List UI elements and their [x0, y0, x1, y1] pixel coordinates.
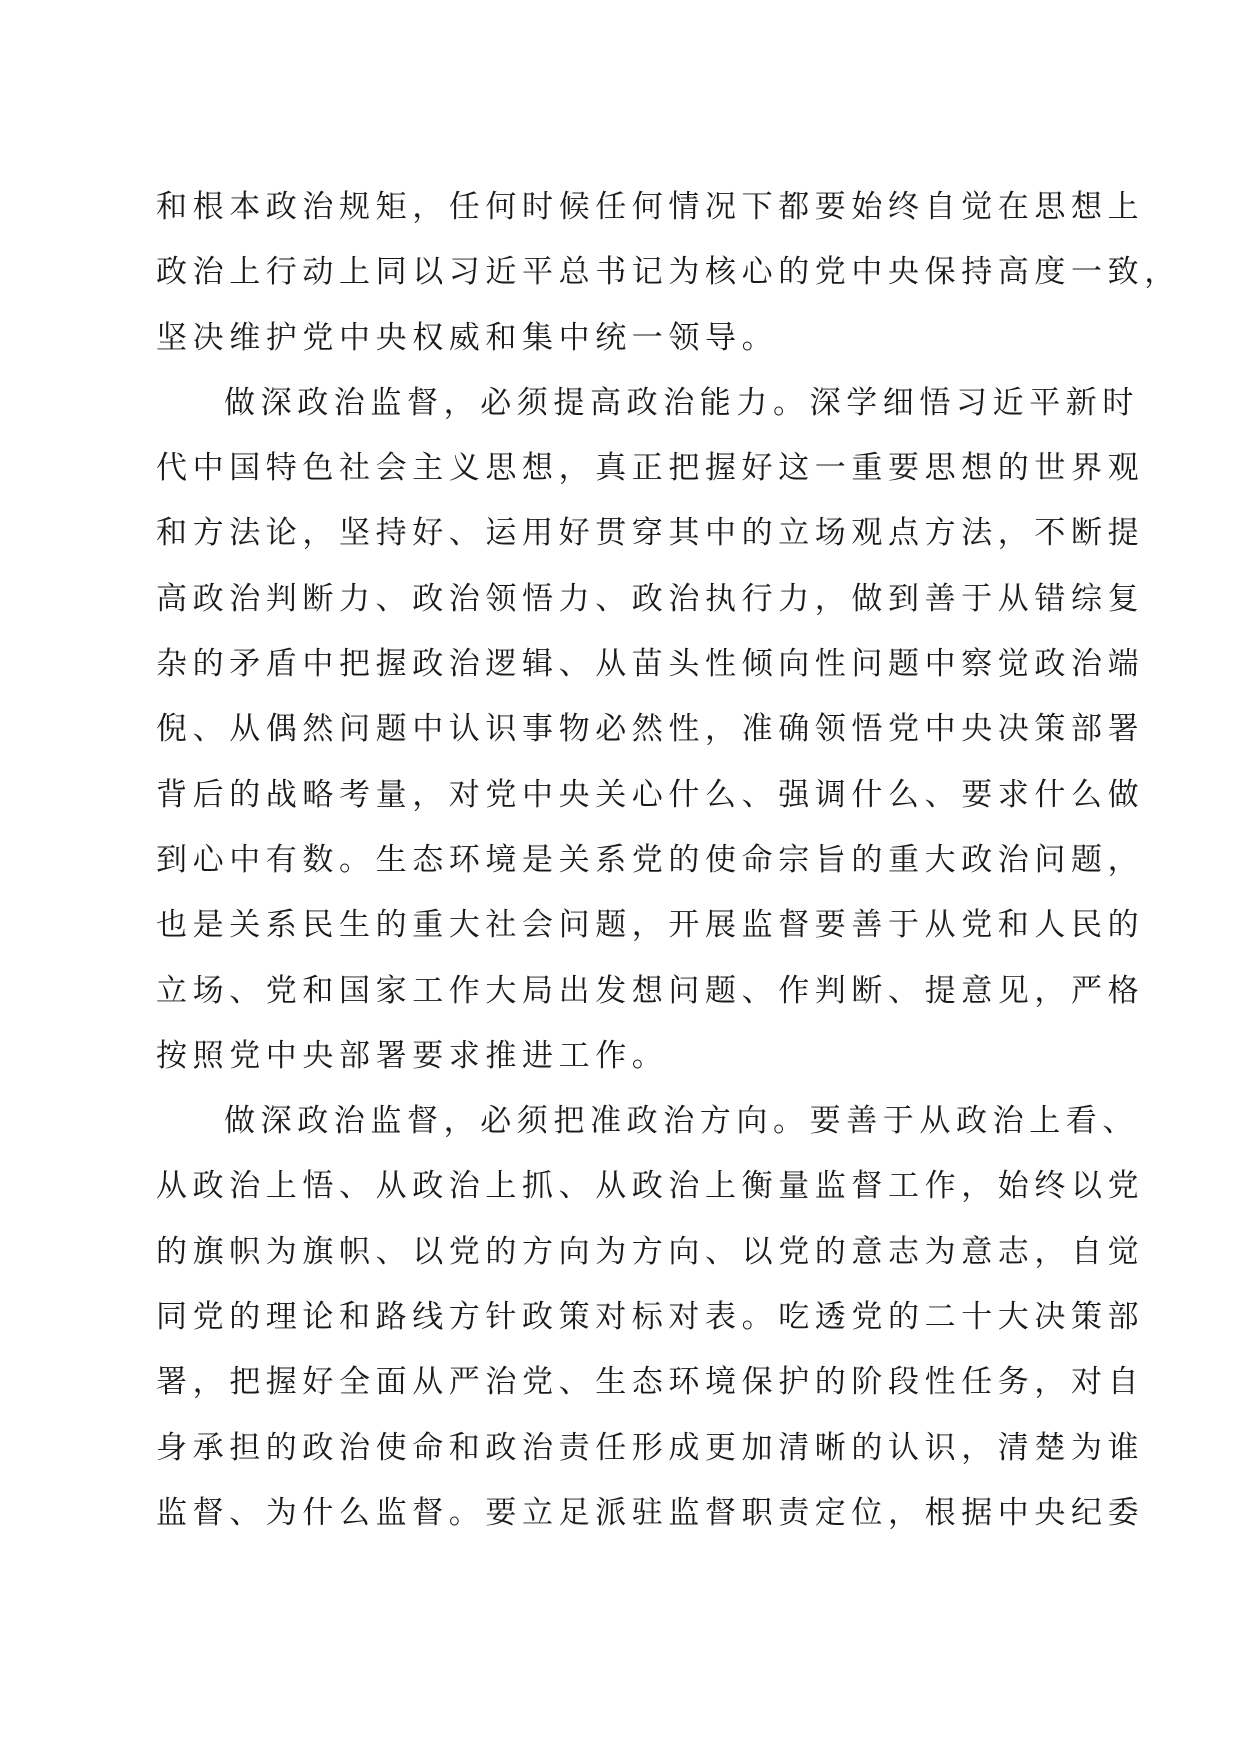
text-line: 立场、党和国家工作大局出发想问题、作判断、提意见，严格 [156, 972, 1145, 1009]
text-line: 和根本政治规矩，任何时候任何情况下都要始终自觉在思想上 [156, 189, 1145, 225]
text-line: 署，把握好全面从严治党、生态环境保护的阶段性任务，对自 [156, 1364, 1145, 1401]
text-line: 监督、为什么监督。要立足派驻监督职责定位，根据中央纪委 [156, 1494, 1145, 1531]
text-line: 背后的战略考量，对党中央关心什么、强调什么、要求什么做 [156, 776, 1145, 813]
text-line: 代中国特色社会主义思想，真正把握好这一重要思想的世界观 [156, 450, 1145, 487]
text-line: 的旗帜为旗帜、以党的方向为方向、以党的意志为意志，自觉 [156, 1233, 1145, 1270]
text-line: 也是关系民生的重大社会问题，开展监督要善于从党和人民的 [156, 907, 1145, 944]
document-body [156, 182, 1181, 1553]
text-line: 和方法论，坚持好、运用好贯穿其中的立场观点方法，不断提 [156, 515, 1145, 552]
text-line: 坚决维护党中央权威和集中统一领导。 [156, 319, 779, 356]
paragraph-3 [156, 1096, 1145, 1553]
text-line: 做深政治监督，必须提高政治能力。深学细悟习近平新时 [224, 384, 1139, 421]
text-line: 政治上行动上同以习近平总书记为核心的党中央保持高度一致， [156, 254, 1181, 291]
text-line: 同党的理论和路线方针政策对标对表。吃透党的二十大决策部 [156, 1299, 1145, 1336]
paragraph-2 [156, 378, 1145, 1096]
paragraph-1 [156, 182, 1181, 378]
text-line: 做深政治监督，必须把准政治方向。要善于从政治上看、 [224, 1103, 1139, 1140]
text-line: 到心中有数。生态环境是关系党的使命宗旨的重大政治问题， [156, 841, 1145, 878]
text-line: 杂的矛盾中把握政治逻辑、从苗头性倾向性问题中察觉政治端 [156, 646, 1145, 683]
text-line: 倪、从偶然问题中认识事物必然性，准确领悟党中央决策部署 [156, 711, 1145, 748]
text-line: 高政治判断力、政治领悟力、政治执行力，做到善于从错综复 [156, 580, 1145, 617]
text-line: 身承担的政治使命和政治责任形成更加清晰的认识，清楚为谁 [156, 1429, 1145, 1466]
text-line: 按照党中央部署要求推进工作。 [156, 1037, 669, 1074]
text-line: 从政治上悟、从政治上抓、从政治上衡量监督工作，始终以党 [156, 1168, 1145, 1205]
